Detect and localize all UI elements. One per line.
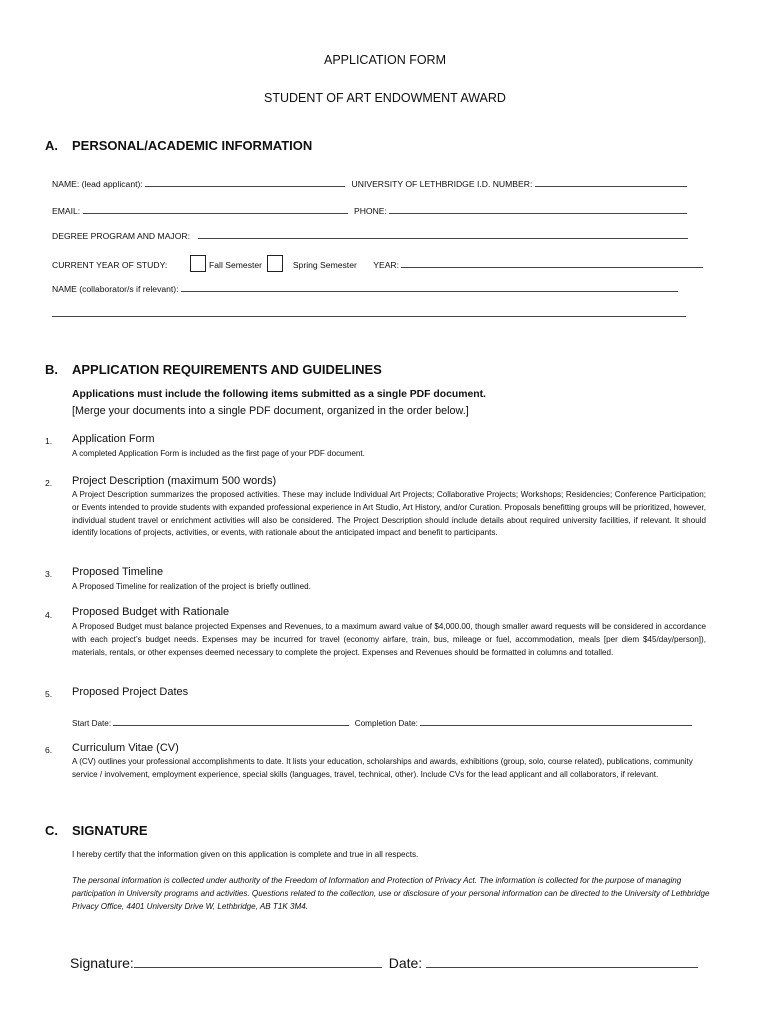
degree-field[interactable] bbox=[198, 229, 688, 239]
name-label: NAME: (lead applicant): bbox=[52, 179, 143, 189]
section-a-heading: PERSONAL/ACADEMIC INFORMATION bbox=[72, 138, 313, 153]
uleth-id-field[interactable] bbox=[535, 177, 687, 187]
collaborators-field[interactable] bbox=[181, 282, 678, 292]
name-row bbox=[52, 177, 687, 189]
year-field[interactable] bbox=[401, 258, 703, 268]
section-a-letter: A. bbox=[45, 138, 58, 153]
collaborators-row bbox=[52, 282, 678, 294]
name-field[interactable] bbox=[145, 177, 345, 187]
item-description: A completed Application Form is included as the first page of your PDF document. bbox=[72, 449, 365, 458]
section-c-letter: C. bbox=[45, 823, 58, 838]
item-title: Curriculum Vitae (CV) bbox=[72, 742, 179, 754]
item-title: Proposed Project Dates bbox=[72, 686, 189, 698]
phone-field[interactable] bbox=[389, 204, 687, 214]
item-description: A Proposed Budget must balance projected Expenses and Revenues, to a maximum award value of $4,000.00, though smaller award requests will be considered in accordance with each project’s budget needs. Expenses may be incurred for travel (economy airfare, train, bus, mileage or fuel, accommodation, meals [per diem $45/day/person]), materials, rentals, or other expenses deemed necessary to complete the project. Expenses and Revenues should be formatted in columns and totalled. bbox=[72, 622, 706, 657]
requirements-note: [Merge your documents into a single PDF document, organized in the order below.] bbox=[72, 405, 469, 417]
item-number: 4. bbox=[45, 610, 53, 620]
section-c-heading: SIGNATURE bbox=[72, 823, 148, 838]
signature-field[interactable] bbox=[134, 953, 382, 968]
item-number: 6. bbox=[45, 745, 53, 755]
start-date-label: Start Date: bbox=[72, 719, 112, 728]
project-dates-row bbox=[72, 716, 692, 728]
section-b-heading: APPLICATION REQUIREMENTS AND GUIDELINES bbox=[72, 362, 382, 377]
year-of-study-row bbox=[52, 255, 703, 272]
collaborators-field-line-2[interactable] bbox=[52, 307, 686, 317]
item-description: A Project Description summarizes the proposed activities. These may include Individual Art Projects; Collaborative Projects; Workshops; Residencies; Conference Participation; or Events intended to provide students with expanded professional experience in Art Studio, Art History, and/or Curation. Proposals benefitting groups will be prioritized, however, individual student travel or enrichment activities will also be considered. The Project Description should include details about required university facilities, if relevant. It should identify locations of projects, activities, or events, with rationale about the anticipated impact and benefit to participants. bbox=[72, 490, 706, 538]
phone-label: PHONE: bbox=[353, 206, 387, 216]
spring-semester-checkbox[interactable] bbox=[267, 255, 283, 272]
item-number: 5. bbox=[45, 689, 53, 699]
email-row bbox=[52, 204, 687, 216]
item-description: A (CV) outlines your professional accomplishments to date. It lists your education, scholarships and awards, exhibitions (group, solo, course related), publications, community service / involvement, employment experience, special skills (languages, travel, technical, other). Include CVs for the lead applicant and all collaborators, if relevant. bbox=[72, 757, 693, 779]
item-title: Proposed Budget with Rationale bbox=[72, 606, 230, 618]
form-title: APPLICATION FORM bbox=[323, 53, 446, 67]
item-title: Proposed Timeline bbox=[72, 566, 164, 578]
current-year-label: CURRENT YEAR OF STUDY: bbox=[52, 260, 168, 270]
email-field[interactable] bbox=[83, 204, 348, 214]
degree-label: DEGREE PROGRAM AND MAJOR: bbox=[52, 231, 190, 241]
signature-row bbox=[70, 953, 698, 971]
fall-semester-checkbox[interactable] bbox=[190, 255, 206, 272]
item-title: Application Form bbox=[72, 433, 155, 445]
degree-row bbox=[52, 229, 688, 241]
spring-semester-label: Spring Semester bbox=[292, 260, 357, 270]
item-number: 2. bbox=[45, 478, 53, 488]
collaborators-label: NAME (collaborator/s if relevant): bbox=[52, 284, 179, 294]
year-label: YEAR: bbox=[373, 260, 400, 270]
completion-date-field[interactable] bbox=[420, 716, 692, 726]
signature-label: Signature: bbox=[70, 955, 134, 971]
section-b-letter: B. bbox=[45, 362, 58, 377]
fall-semester-label: Fall Semester bbox=[209, 260, 263, 270]
privacy-notice: The personal information is collected under authority of the Freedom of Information and Protection of Privacy Act. The information is collected for the purpose of managing participation in University programs and activities. Questions related to the collection, use or disclosure of your personal information can be directed to the University of Lethbridge Privacy Office, 4401 University Drive W, Lethbridge, AB T1K 3M4. bbox=[72, 876, 710, 912]
item-description: A Proposed Timeline for realization of the project is briefly outlined. bbox=[72, 582, 311, 591]
certification-statement: I hereby certify that the information given on this application is complete and true in all respects. bbox=[72, 850, 419, 859]
form-subtitle: STUDENT OF ART ENDOWMENT AWARD bbox=[264, 91, 506, 105]
start-date-field[interactable] bbox=[113, 716, 349, 726]
item-number: 1. bbox=[45, 436, 53, 446]
item-title: Project Description (maximum 500 words) bbox=[72, 475, 277, 487]
email-label: EMAIL: bbox=[52, 206, 81, 216]
completion-date-label: Completion Date: bbox=[354, 719, 418, 728]
uleth-id-label: UNIVERSITY OF LETHBRIDGE I.D. NUMBER: bbox=[351, 179, 533, 189]
item-number: 3. bbox=[45, 569, 53, 579]
date-field[interactable] bbox=[426, 953, 698, 968]
date-label: Date: bbox=[388, 955, 423, 971]
requirements-intro: Applications must include the following items submitted as a single PDF document. bbox=[72, 389, 486, 400]
